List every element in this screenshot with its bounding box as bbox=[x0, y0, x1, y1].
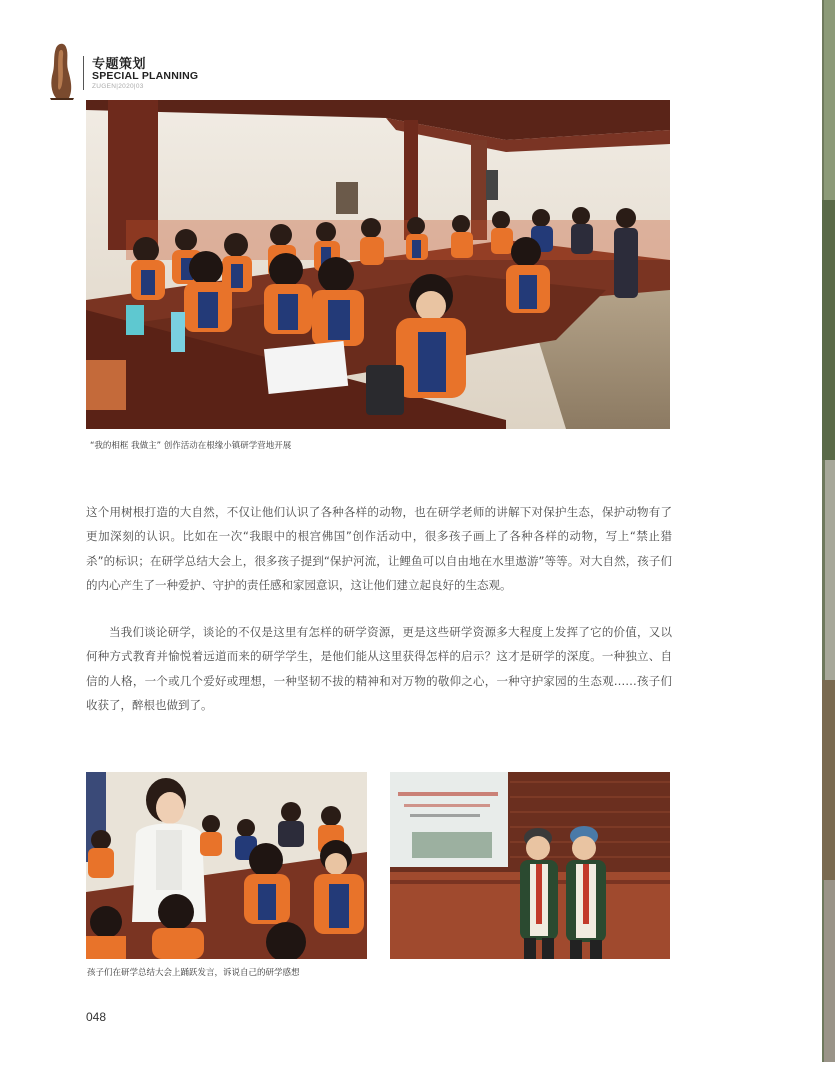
bottom-photos-caption: 孩子们在研学总结大会上踊跃发言，诉说自己的研学感想 bbox=[87, 968, 300, 978]
section-title-en: SPECIAL PLANNING bbox=[92, 70, 199, 82]
header-divider bbox=[83, 56, 84, 90]
body-paragraph-2: 当我们谈论研学，谈论的不仅是这里有怎样的研学资源，更是这些研学资源多大程度上发挥了它的价值，又以何种方式教育并愉悦着远道而来的研学学生，是他们能从这里获得怎样的启示？这才是研学的深度。一种独立、自信的人格，一个或几个爱好或理想，一种坚韧不拔的精神和对万物的敬仰之心，一种守护家园的生态观……孩子们收获了，醉根也做到了。 bbox=[86, 625, 672, 712]
students-speaking-photo bbox=[390, 772, 670, 959]
classroom-activity-photo bbox=[86, 100, 670, 429]
section-title-cn: 专题策划 bbox=[92, 57, 147, 72]
teacher-with-students-photo bbox=[86, 772, 367, 959]
body-paragraph-1: 这个用树根打造的大自然，不仅让他们认识了各种各样的动物，也在研学老师的讲解下对保护生态，保护动物有了更加深刻的认识。比如在一次“我眼中的根宫佛国”创作活动中，很多孩子画上了各种各样的动物，写上“禁止猎杀”的标识；在研学总结大会上，很多孩子提到“保护河流，让鲤鱼可以自由地在水里遨游”等等。对大自然，孩子们的内心产生了一种爱护、守护的责任感和家园意识，这让他们建立起良好的生态观。 bbox=[86, 505, 672, 592]
top-photo-caption: “我的相框 我做主” 创作活动在根缘小镇研学营地开展 bbox=[90, 441, 292, 451]
root-sculpture-logo bbox=[47, 42, 77, 100]
page-number: 048 bbox=[86, 1010, 107, 1024]
issue-label: ZUGEN|2020|03 bbox=[92, 83, 144, 90]
facing-page-edge bbox=[822, 0, 835, 1062]
